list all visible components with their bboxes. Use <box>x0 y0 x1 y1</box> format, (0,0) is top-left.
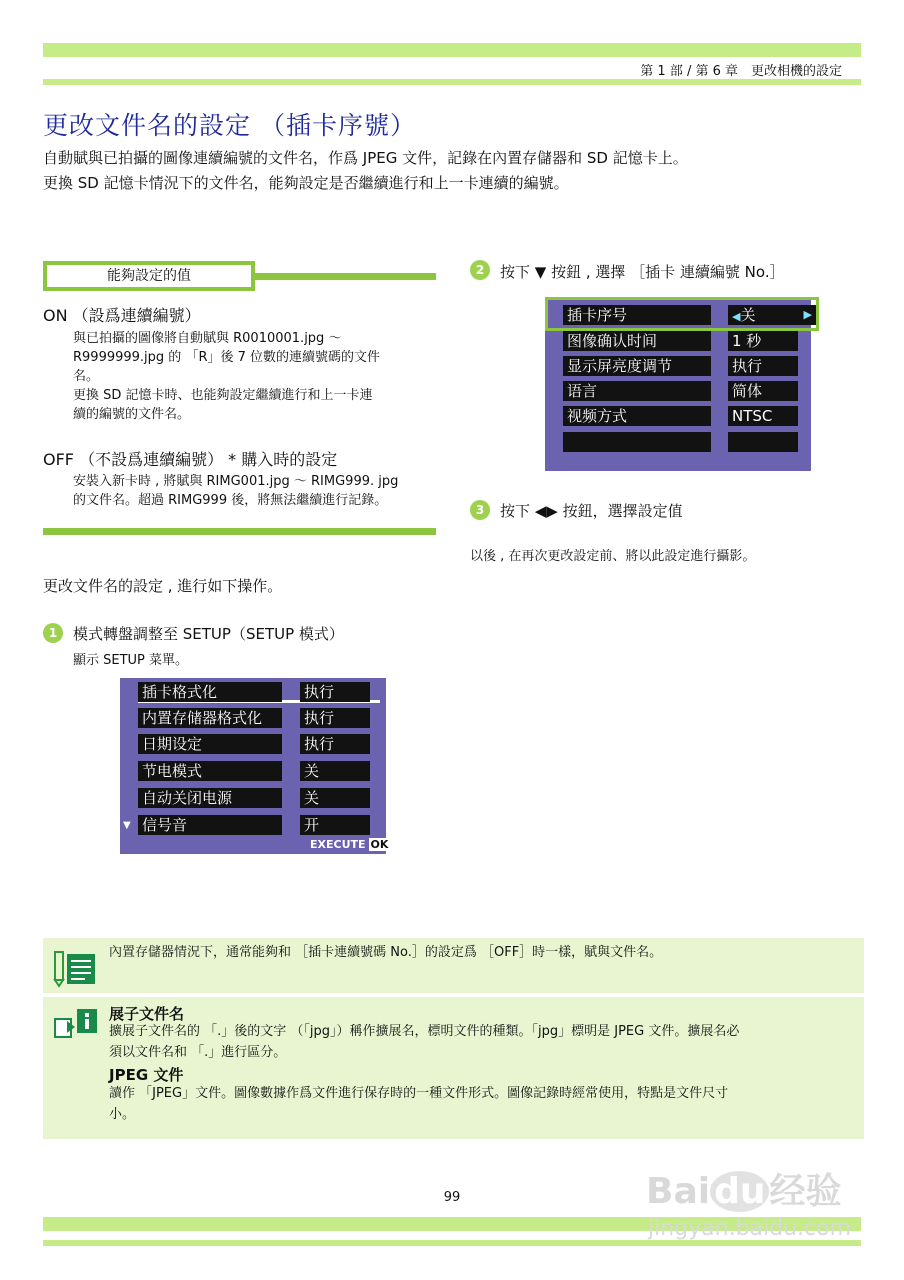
settings-bottom-rule <box>43 528 436 535</box>
header-bar-top <box>43 43 861 57</box>
glossary-icon <box>53 1007 99 1041</box>
option-on-description: 與已拍攝的圖像將自動賦與 R0010001.jpg ～ R9999999.jpg 的 「R」後 7 位數的連續號碼的文件 名。 更換 SD 記憶卡時、也能夠設定繼續進行和上一卡連 續的編號的文件名。 <box>73 331 381 422</box>
execute-hint: EXECUTE OK <box>310 838 389 851</box>
extension-description: 擴展子文件名的 「.」後的文字 （「jpg」）稱作擴展名，標明文件的種類。「jpg」標明是 JPEG 文件。擴展名必 須以文件名和 「.」進行區分。 <box>109 1024 740 1060</box>
step-1-badge: 1 <box>43 623 63 643</box>
menu-row-selected: 插卡序号 ◀关 ▶ <box>563 305 805 325</box>
jpeg-heading: JPEG 文件 <box>109 1066 184 1084</box>
after-note: 以後 , 在再次更改設定前、將以此設定進行攝影。 <box>470 549 756 564</box>
menu-row: 语言 简体 <box>563 381 805 401</box>
menu-row: 内置存储器格式化 执行 <box>138 708 380 728</box>
menu-row: 自动关闭电源 关 <box>138 788 380 808</box>
menu-row: 视频方式 NTSC <box>563 406 805 426</box>
option-off-heading: OFF （不設爲連續編號） * 購入時的設定 <box>43 450 338 469</box>
menu-row: 节电模式 关 <box>138 761 380 781</box>
extension-heading: 展子文件名 <box>109 1005 185 1023</box>
intro-line: 自動賦與已拍攝的圖像連續編號的文件名，作爲 JPEG 文件，記錄在內置存儲器和 SD 記憶卡上。 <box>43 149 688 167</box>
option-off-description: 安裝入新卡時 , 將賦與 RIMG001.jpg ～ RIMG999. jpg 的文件名。超過 RIMG999 後，將無法繼續進行記錄。 <box>73 474 399 508</box>
setup-menu-screen <box>120 678 389 854</box>
step-1-text: 模式轉盤調整至 SETUP（SETUP 模式） <box>73 625 344 643</box>
left-arrow-icon: ◀ <box>732 310 741 323</box>
menu-row: 信号音 开 <box>138 815 380 835</box>
breadcrumb: 第 1 部 / 第 6 章 更改相機的設定 <box>640 64 842 79</box>
page-title: 更改文件名的設定 （插卡序號） <box>43 111 416 140</box>
glossary-panel <box>43 997 864 1139</box>
menu-row: 显示屏亮度调节 执行 <box>563 356 805 376</box>
memo-text: 內置存儲器情況下，通常能夠和 ［插卡連續號碼 No.］的設定爲 ［OFF］時一樣，賦與文件名。 <box>109 945 663 960</box>
menu-row <box>563 432 805 452</box>
memo-icon <box>53 948 99 988</box>
option-on-heading: ON （設爲連續編號） <box>43 306 201 325</box>
menu-row: 日期设定 执行 <box>138 734 380 754</box>
watermark-url: jingyan.baidu.com <box>648 1216 852 1241</box>
scroll-down-icon: ▼ <box>123 820 131 831</box>
watermark-logo: Bai du 经验 <box>646 1171 842 1212</box>
step-3-text: 按下 ◀▶ 按鈕，選擇設定值 <box>500 502 683 520</box>
step-3-badge: 3 <box>470 500 490 520</box>
procedure-intro: 更改文件名的設定 , 進行如下操作。 <box>43 577 283 595</box>
intro-paragraph <box>43 146 863 196</box>
step-1-subtext: 顯示 SETUP 菜單。 <box>73 653 189 668</box>
menu-row: 插卡格式化 执行 <box>138 682 380 702</box>
menu-row: 图像确认时间 1 秒 <box>563 331 805 351</box>
memo-panel <box>43 938 864 993</box>
step-2-text: 按下 ▼ 按鈕 , 選擇 ［插卡 連續編號 No.］ <box>500 263 785 281</box>
intro-line: 更換 SD 記憶卡情況下的文件名，能夠設定是否繼續進行和上一卡連續的編號。 <box>43 174 569 192</box>
right-arrow-icon: ▶ <box>803 308 812 321</box>
selection-highlight <box>545 297 819 331</box>
settings-label: 能夠設定的值 <box>43 261 255 291</box>
header-bar-bottom <box>43 79 861 85</box>
jpeg-description: 讀作 「JPEG」文件。圖像數據作爲文件進行保存時的一種文件形式。圖像記錄時經常使用，特點是文件尺寸 小。 <box>109 1086 729 1122</box>
step-2-badge: 2 <box>470 260 490 280</box>
page-number: 99 <box>443 1190 461 1205</box>
